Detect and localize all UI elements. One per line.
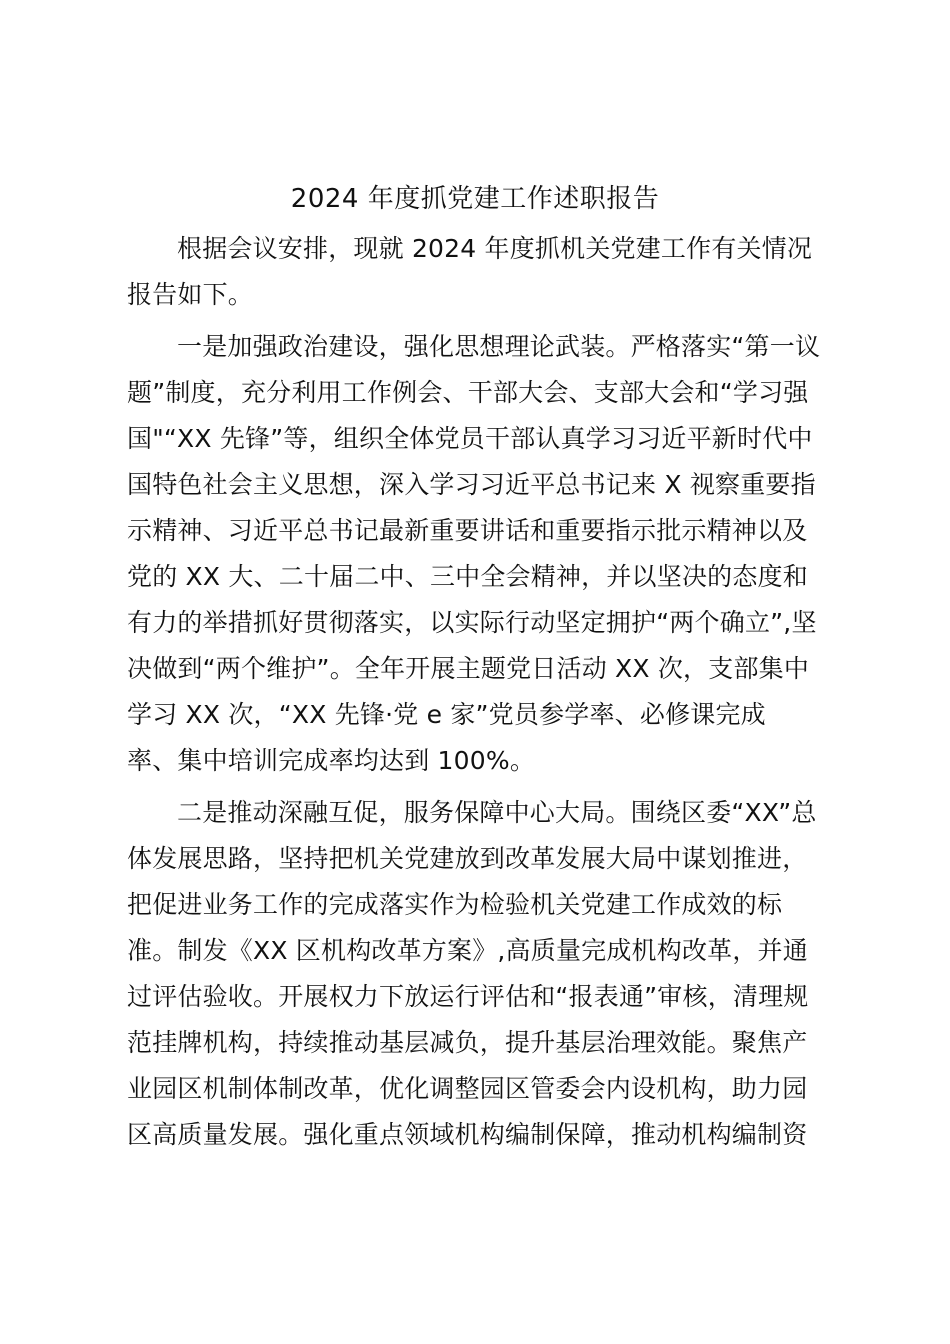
- paragraph-1-line-1: 根据会议安排，现就 2024 年度抓机关党建工作有关情况: [177, 234, 813, 263]
- paragraph-2-line-1: 一是加强政治建设，强化思想理论武装。严格落实“第一议: [177, 332, 821, 361]
- paragraph-2-line-6: 党的 XX 大、二十届二中、三中全会精神，并以坚决的态度和: [127, 562, 808, 591]
- document-body: [127, 226, 827, 1158]
- paragraph-3-line-6: 范挂牌机构，持续推动基层减负，提升基层治理效能。聚焦产: [127, 1028, 808, 1057]
- paragraph-3-line-7: 业园区机制体制改革，优化调整园区管委会内设机构，助力园: [127, 1074, 808, 1103]
- paragraph-2-line-4: 国特色社会主义思想，深入学习习近平总书记来 X 视察重要指: [127, 470, 816, 499]
- paragraph-3-line-5: 过评估验收。开展权力下放运行评估和“报表通”审核，清理规: [127, 982, 809, 1011]
- paragraph-3-line-4: 准。制发《XX 区机构改革方案》,高质量完成机构改革，并通: [127, 936, 808, 965]
- paragraph-3-line-2: 体发展思路，坚持把机关党建放到改革发展大局中谋划推进，: [127, 844, 808, 873]
- paragraph-1-line-2: 报告如下。: [127, 280, 254, 309]
- paragraph-2-line-3: 国"“XX 先锋”等，组织全体党员干部认真学习习近平新时代中: [127, 424, 813, 453]
- paragraph-3-line-3: 把促进业务工作的完成落实作为检验机关党建工作成效的标: [127, 890, 783, 919]
- paragraph-2-line-10: 率、集中培训完成率均达到 100%。: [127, 746, 536, 775]
- paragraph-2-line-2: 题”制度，充分利用工作例会、干部大会、支部大会和“学习强: [127, 378, 809, 407]
- document-title: 2024 年度抓党建工作述职报告: [290, 184, 660, 214]
- paragraph-2-line-9: 学习 XX 次，“XX 先锋·党 e 家”党员参学率、必修课完成: [127, 700, 766, 729]
- paragraph-3-line-8: 区高质量发展。强化重点领域机构编制保障，推动机构编制资: [127, 1120, 808, 1149]
- paragraph-2-line-7: 有力的举措抓好贯彻落实，以实际行动坚定拥护“两个确立”,坚: [127, 608, 817, 637]
- paragraph-2-line-5: 示精神、习近平总书记最新重要讲话和重要指示批示精神以及: [127, 516, 808, 545]
- paragraph-3-line-1: 二是推动深融互促，服务保障中心大局。围绕区委“XX”总: [177, 798, 817, 827]
- paragraph-2-line-8: 决做到“两个维护”。全年开展主题党日活动 XX 次，支部集中: [127, 654, 810, 683]
